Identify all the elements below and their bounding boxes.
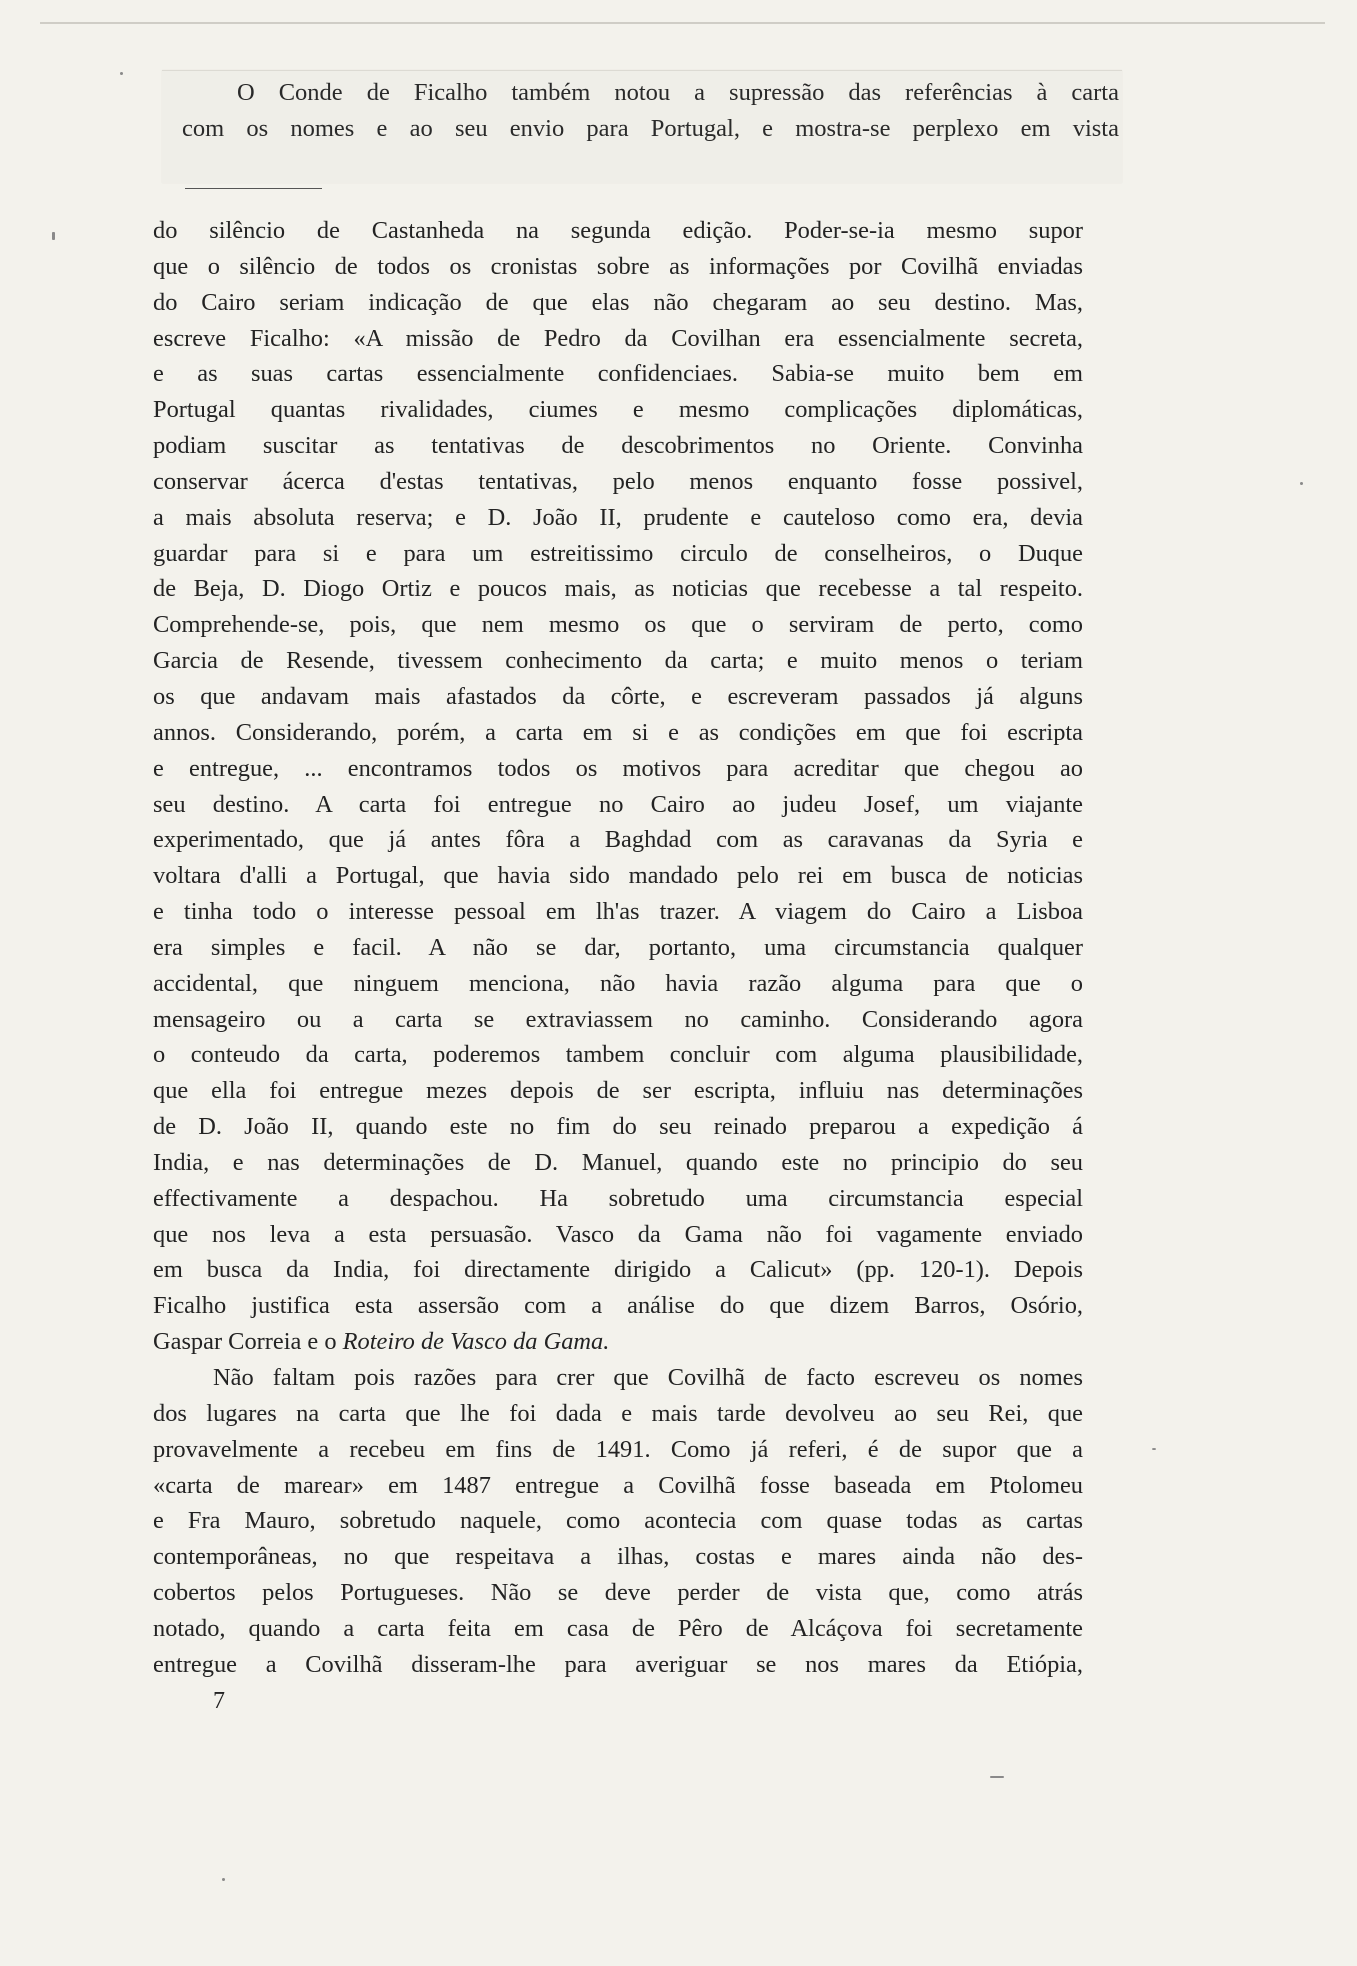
pasted-text-slip xyxy=(162,70,1122,183)
text-line: escreve Ficalho: «A missão de Pedro da Covilhan era essencialmente secreta, xyxy=(153,324,1083,352)
text-line: era simples e facil. A não se dar, portanto, uma circumstancia qualquer xyxy=(153,933,1083,961)
paragraph-2-line: e Fra Mauro, sobretudo naquele, como acontecia com quase todas as cartas xyxy=(153,1507,1083,1535)
text-line: annos. Considerando, porém, a carta em si e as condições em que foi escripta xyxy=(153,718,1083,746)
text-line-roteiro xyxy=(153,1324,1083,1360)
text-line: de Beja, D. Diogo Ortiz e poucos mais, as noticias que recebesse a tal respeito. xyxy=(153,575,1083,603)
paper-speck xyxy=(1300,482,1303,485)
separator-rule xyxy=(185,188,322,189)
slip-line-2: com os nomes e ao seu envio para Portugal, e mostra-se perplexo em vista xyxy=(182,115,1119,142)
text-line: do Cairo seriam indicação de que elas não chegaram ao seu destino. Mas, xyxy=(153,288,1083,316)
slip-line-1: O Conde de Ficalho também notou a supressão das referências à carta xyxy=(237,79,1119,106)
paragraph-2-line: dos lugares na carta que lhe foi dada e mais tarde devolveu ao seu Rei, que xyxy=(153,1399,1083,1427)
top-edge-rule xyxy=(40,22,1325,24)
page-number: 7 xyxy=(213,1688,225,1714)
paper-speck xyxy=(120,72,123,75)
text-line: India, e nas determinações de D. Manuel, quando este no principio do seu xyxy=(153,1148,1083,1176)
roteiro-title: Roteiro de Vasco da Gama. xyxy=(342,1328,610,1356)
text-line: experimentado, que já antes fôra a Baghdad com as caravanas da Syria e xyxy=(153,826,1083,854)
text-line: de D. João II, quando este no fim do seu reinado preparou a expedição á xyxy=(153,1113,1083,1141)
text-line: effectivamente a despachou. Ha sobretudo uma circumstancia especial xyxy=(153,1184,1083,1212)
text-line: Garcia de Resende, tivessem conhecimento da carta; e muito menos o teriam xyxy=(153,647,1083,675)
text-line: voltara d'alli a Portugal, que havia sido mandado pelo rei em busca de noticias xyxy=(153,862,1083,890)
text-line: Portugal quantas rivalidades, ciumes e mesmo complicações diplomáticas, xyxy=(153,396,1083,424)
text-line: e entregue, ... encontramos todos os motivos para acreditar que chegou ao xyxy=(153,754,1083,782)
paragraph-2-line: «carta de marear» em 1487 entregue a Covilhã fosse baseada em Ptolomeu xyxy=(153,1471,1083,1499)
text-line: os que andavam mais afastados da côrte, e escreveram passados já alguns xyxy=(153,682,1083,710)
text-line: a mais absoluta reserva; e D. João II, prudente e cauteloso como era, devia xyxy=(153,503,1083,531)
text-line: Comprehende-se, pois, que nem mesmo os que o serviram de perto, como xyxy=(153,611,1083,639)
main-text xyxy=(153,213,1083,1683)
text-line: do silêncio de Castanheda na segunda edição. Poder-se-ia mesmo supor xyxy=(153,217,1083,244)
text-line: conservar ácerca d'estas tentativas, pelo menos enquanto fosse possivel, xyxy=(153,467,1083,495)
paragraph-2-line: entregue a Covilhã disseram-lhe para averiguar se nos mares da Etiópia, xyxy=(153,1650,1083,1678)
paragraph-2-line: contemporâneas, no que respeitava a ilhas, costas e mares ainda não des- xyxy=(153,1543,1083,1571)
paragraph-2-line: provavelmente a recebeu em fins de 1491. Como já referi, é de supor que a xyxy=(153,1435,1083,1463)
text-line: Ficalho justifica esta assersão com a análise do que dizem Barros, Osório, xyxy=(153,1292,1083,1320)
text-line: accidental, que ninguem menciona, não havia razão alguma para que o xyxy=(153,969,1083,997)
text-line: que ella foi entregue mezes depois de ser escripta, influiu nas determinações xyxy=(153,1077,1083,1105)
text-line: seu destino. A carta foi entregue no Cairo ao judeu Josef, um viajante xyxy=(153,790,1083,818)
text-line: em busca da India, foi directamente dirigido a Calicut» (pp. 120-1). Depois xyxy=(153,1256,1083,1284)
text-line: guardar para si e para um estreitissimo circulo de conselheiros, o Duque xyxy=(153,539,1083,567)
paragraph-2-line: Não faltam pois razões para crer que Covilhã de facto escreveu os nomes xyxy=(213,1364,1083,1391)
text-line: o conteudo da carta, poderemos tambem concluir com alguma plausibilidade, xyxy=(153,1041,1083,1069)
paper-speck xyxy=(1152,1448,1156,1450)
text-line: podiam suscitar as tentativas de descobrimentos no Oriente. Convinha xyxy=(153,432,1083,460)
text-line: mensageiro ou a carta se extraviassem no caminho. Considerando agora xyxy=(153,1005,1083,1033)
paragraph-2-line: notado, quando a carta feita em casa de Pêro de Alcáçova foi secretamente xyxy=(153,1614,1083,1642)
paragraph-2-line: cobertos pelos Portugueses. Não se deve perder de vista que, como atrás xyxy=(153,1579,1083,1607)
paper-speck xyxy=(990,1776,1004,1778)
paper-speck xyxy=(52,232,55,240)
text-line: e tinha todo o interesse pessoal em lh'as trazer. A viagem do Cairo a Lisboa xyxy=(153,898,1083,926)
paper-speck xyxy=(222,1878,225,1881)
text-line: que nos leva a esta persuasão. Vasco da Gama não foi vagamente enviado xyxy=(153,1220,1083,1248)
text-line: e as suas cartas essencialmente confidenciaes. Sabia-se muito bem em xyxy=(153,360,1083,388)
roteiro-prefix: Gaspar Correia e o xyxy=(153,1328,343,1356)
text-line: que o silêncio de todos os cronistas sobre as informações por Covilhã enviadas xyxy=(153,252,1083,280)
